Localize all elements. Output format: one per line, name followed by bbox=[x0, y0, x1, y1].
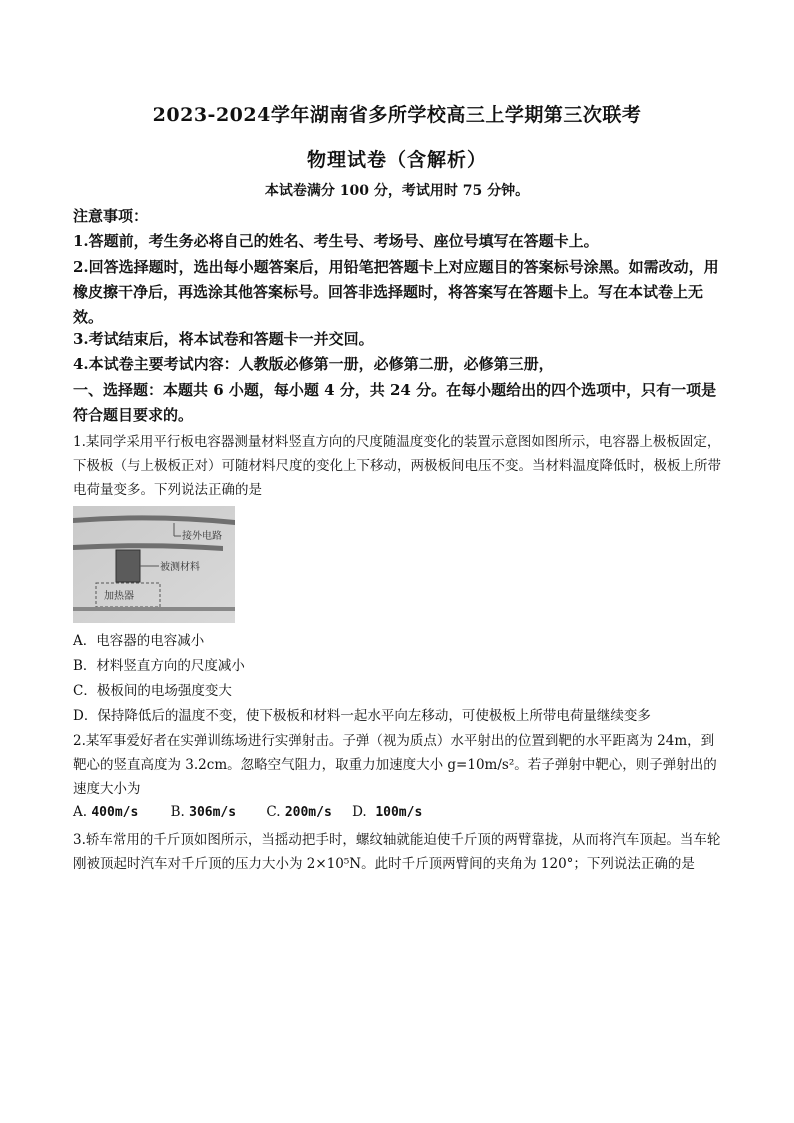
label-circuit: 接外电路 bbox=[182, 531, 222, 542]
option-value: 400m/s bbox=[91, 805, 139, 820]
ground bbox=[73, 607, 235, 611]
exam-info: 本试卷满分 100 分，考试用时 75 分钟。 bbox=[264, 183, 530, 199]
q2-option-b bbox=[171, 804, 236, 820]
exam-subtitle-title: 物理试卷（含解析） bbox=[306, 149, 487, 171]
capacitor-diagram bbox=[73, 506, 235, 623]
question-3-stem: 3.轿车常用的千斤顶如图所示，当摇动把手时，螺纹轴就能迫使千斤顶的两臂靠拢，从而将汽车顶起。当车轮刚被顶起时汽车对千斤顶的压力大小为 2×10⁵N。此时千斤顶两臂间的夹角为 120°；下列说法正确的是 bbox=[73, 832, 721, 872]
note-item: 2.回答选择题时，选出每小题答案后，用铅笔把答题卡上对应题目的答案标号涂黑。如需改动，用橡皮擦干净后，再选涂其他答案标号。回答非选择题时，将答案写在答题卡上。写在本试卷上无效。 bbox=[73, 258, 719, 326]
option-value: 200m/s bbox=[284, 805, 332, 820]
q2-option-d bbox=[352, 804, 422, 820]
note-item: 3.考试结束后，将本试卷和答题卡一并交回。 bbox=[73, 330, 374, 348]
exam-title: 2023-2024学年湖南省多所学校高三上学期第三次联考 bbox=[152, 104, 642, 126]
section-heading: 一、选择题：本题共 6 小题，每小题 4 分，共 24 分。在每小题给出的四个选项中，只有一项是符合题目要求的。 bbox=[73, 381, 717, 424]
q2-option-a bbox=[73, 804, 138, 820]
q1-option-d: D．保持降低后的温度不变，使下极板和材料一起水平向左移动，可使极板上所带电荷量继续变多 bbox=[73, 708, 651, 724]
note-item: 1.答题前，考生务必将自己的姓名、考生号、考场号、座位号填写在答题卡上。 bbox=[73, 232, 599, 250]
option-value: 100m/s bbox=[375, 805, 423, 820]
q1-option-c: C．极板间的电场强度变大 bbox=[73, 683, 232, 699]
q1-option-a: A．电容器的电容减小 bbox=[73, 633, 205, 649]
option-letter: B. bbox=[170, 804, 185, 820]
question-1-stem: 1.某同学采用平行板电容器测量材料竖直方向的尺度随温度变化的装置示意图如图所示，电容器上极板固定，下极板（与上极板正对）可随材料尺度的变化上下移动，两极板间电压不变。当材料温度降低时，极板上所带电荷量变多。下列说法正确的是 bbox=[73, 434, 721, 498]
q2-options bbox=[73, 804, 422, 820]
material-block bbox=[116, 550, 140, 582]
option-letter: A. bbox=[73, 804, 88, 820]
notes-heading: 注意事项： bbox=[73, 207, 149, 225]
option-value: 306m/s bbox=[189, 805, 237, 820]
capacitor-figure bbox=[73, 506, 235, 623]
option-letter: D. bbox=[352, 804, 367, 820]
option-letter: C. bbox=[266, 804, 281, 820]
question-2-stem: 2.某军事爱好者在实弹训练场进行实弹射击。子弹（视为质点）水平射出的位置到靶的水平距离为 24m，到靶心的竖直高度为 3.2cm。忽略空气阻力，取重力加速度大小 g=10m/s²。若子弹射中靶心，则子弹射出的速度大小为 bbox=[73, 733, 717, 797]
note-item: 4.本试卷主要考试内容：人教版必修第一册，必修第二册，必修第三册， bbox=[73, 355, 554, 373]
label-heater: 加热器 bbox=[104, 591, 134, 602]
q1-option-b: B．材料竖直方向的尺度减小 bbox=[73, 658, 245, 674]
label-material: 被测材料 bbox=[160, 562, 200, 573]
q2-option-c bbox=[266, 804, 331, 820]
figure-background bbox=[73, 506, 235, 623]
